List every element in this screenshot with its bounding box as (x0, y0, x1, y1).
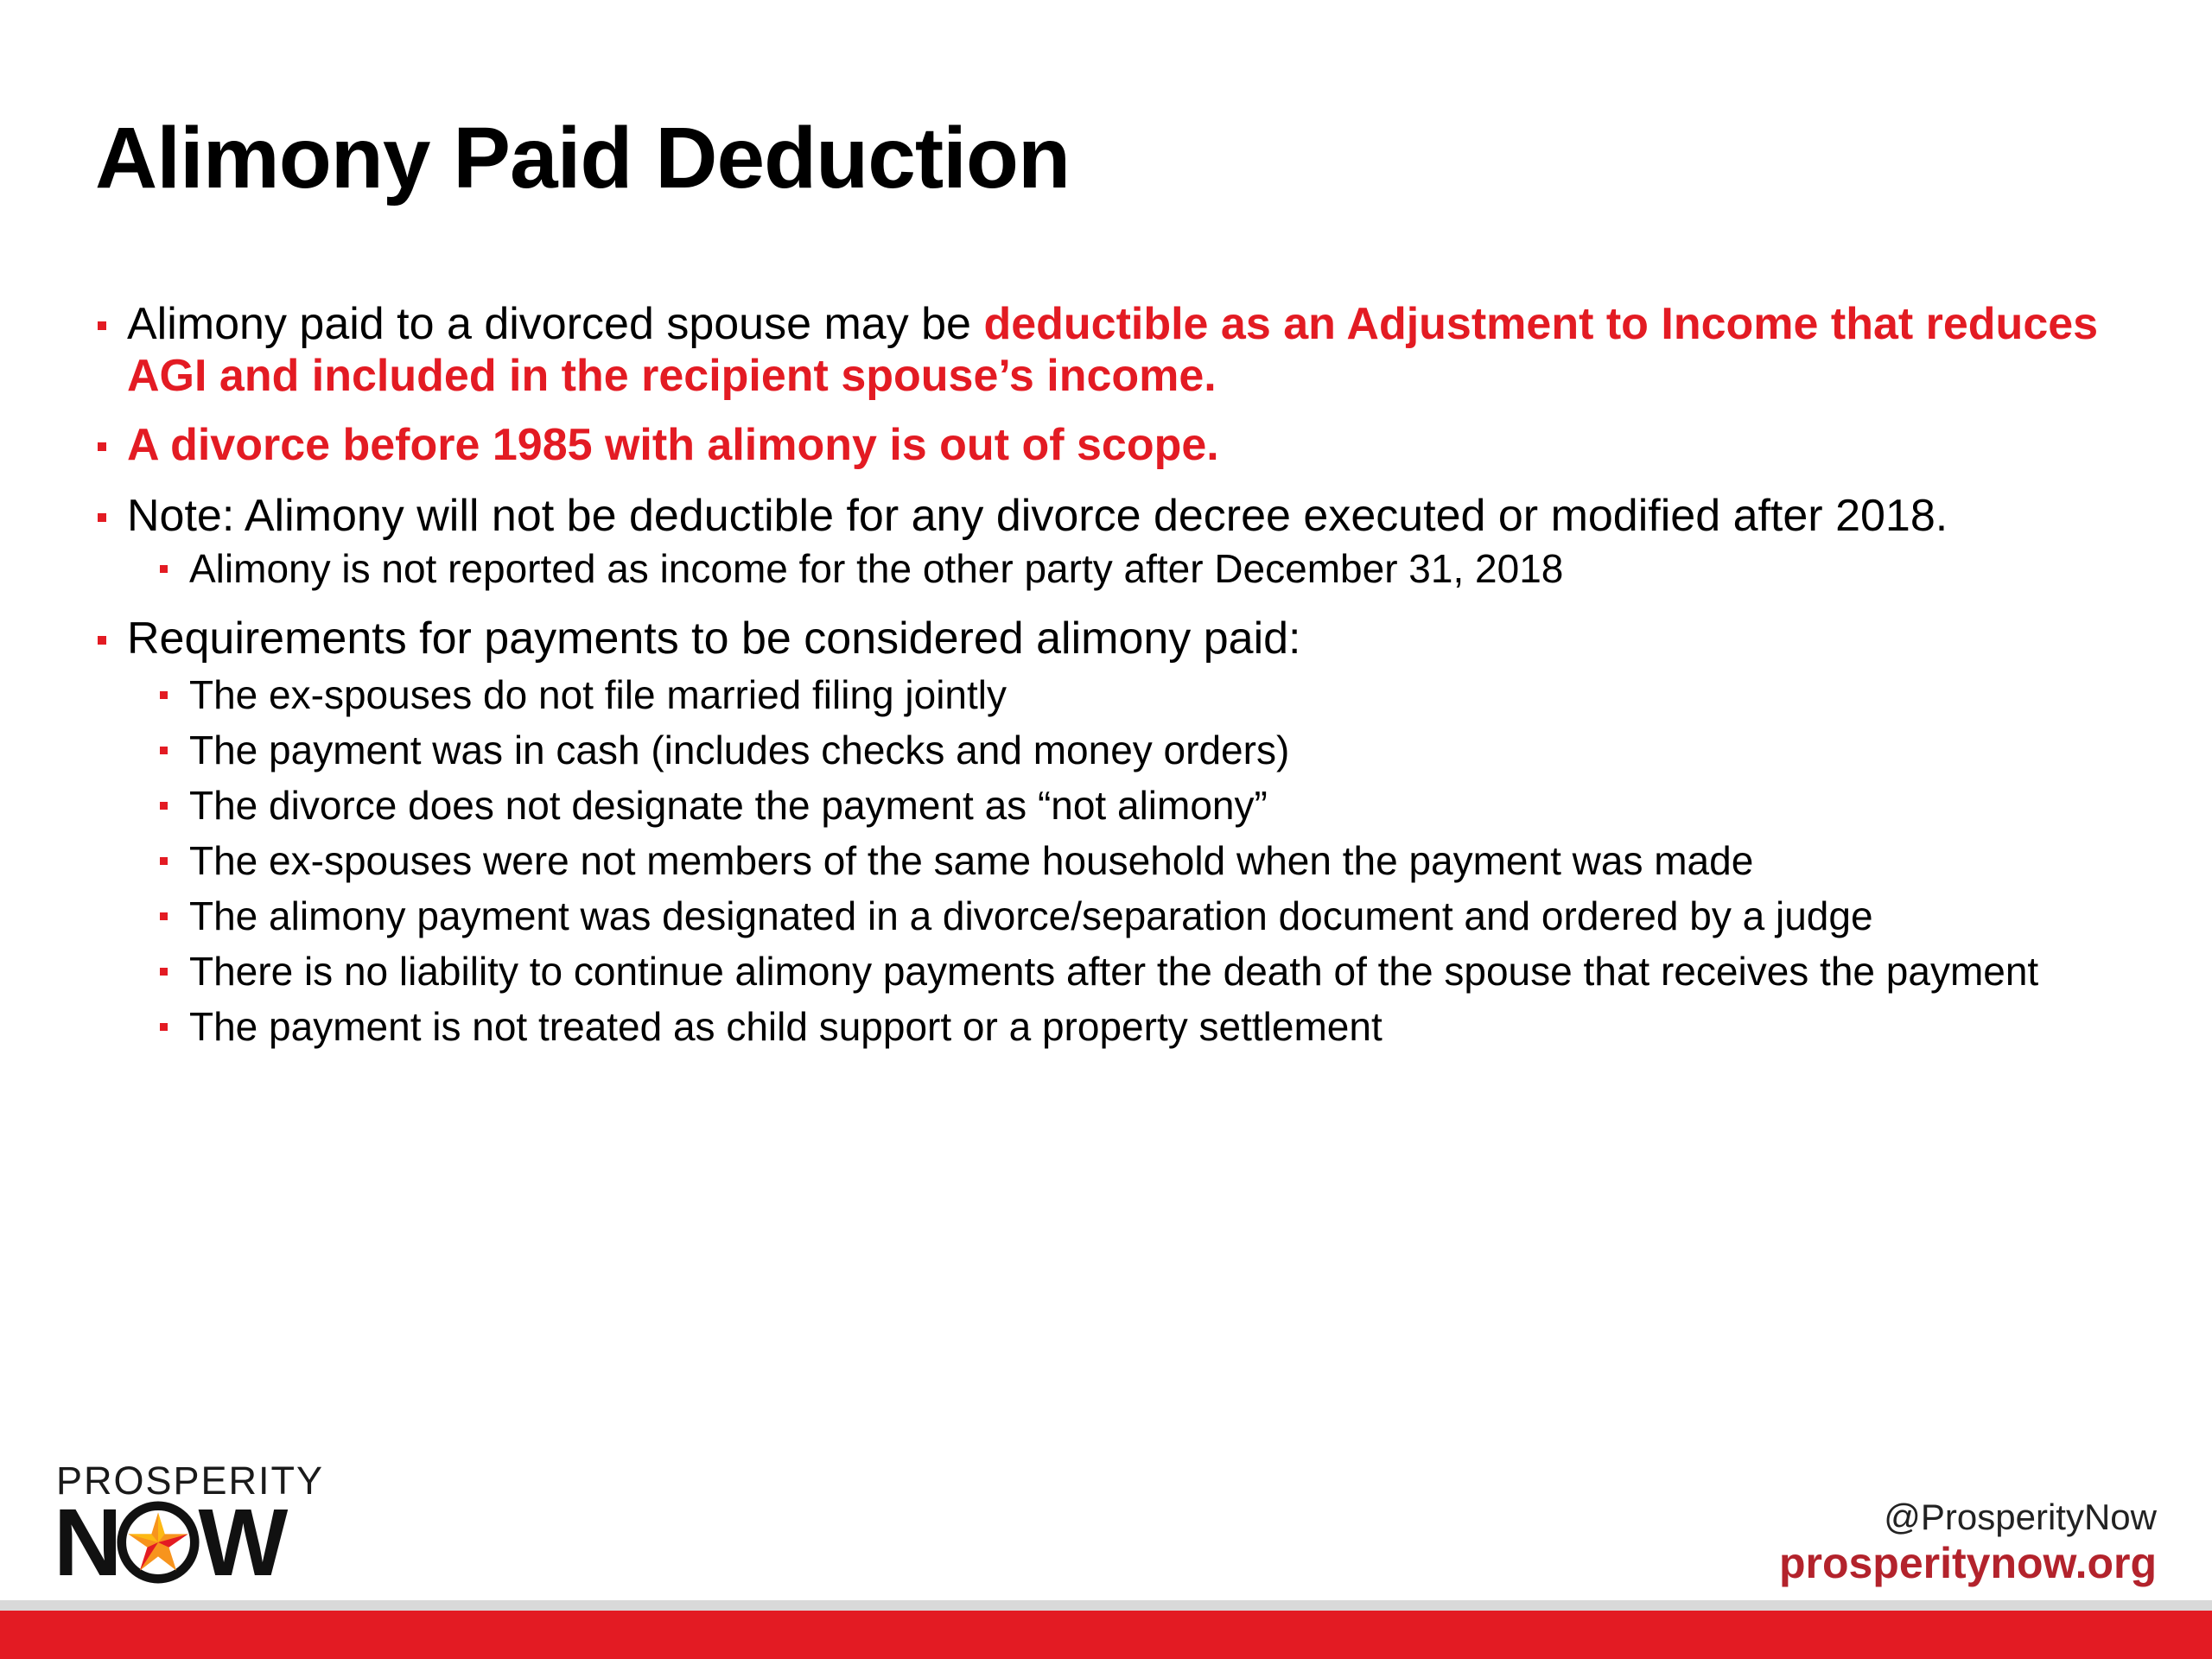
sub-bullet: There is no liability to continue alimony payments after the death of the spouse that receives the payment (158, 948, 2094, 995)
footer-bar (0, 1611, 2212, 1659)
sub-bullet: The ex-spouses do not file married filing jointly (158, 671, 2108, 718)
bullet-note-2018 (95, 490, 2108, 542)
social-handle: @ProsperityNow (1884, 1497, 2157, 1537)
bullet-requirements (95, 613, 2108, 664)
sub-bullet: The ex-spouses were not members of the same household when the payment was made (158, 837, 2108, 884)
slide-title: Alimony Paid Deduction (95, 110, 1071, 207)
bullet-alimony-deductible (95, 298, 2108, 402)
logo-letter-w: W (198, 1489, 285, 1596)
sub-bullet: Alimony is not reported as income for the other party after December 31, 2018 (158, 545, 2108, 592)
bullet-emphasis: A divorce before 1985 with alimony is out of scope. (127, 420, 1219, 470)
bullet-emphasis: deductible as an Adjustment to Income that reduces AGI and included in the recipient spouse’s income. (127, 299, 2099, 401)
bullet-text: Alimony paid to a divorced spouse may be (127, 299, 984, 349)
bullet-out-of-scope (95, 419, 2108, 471)
bullet-text: Note: Alimony will not be deductible for any divorce decree executed or modified after 2018. (127, 491, 1948, 541)
sub-bullet: The alimony payment was designated in a divorce/separation document and ordered by a judge (158, 893, 2108, 939)
logo-wordmark-bottom (54, 1489, 285, 1596)
slide-body (95, 298, 2108, 1050)
prosperity-now-logo (54, 1459, 325, 1596)
footer-divider (0, 1600, 2212, 1611)
sub-bullet: The payment was in cash (includes checks and money orders) (158, 727, 2108, 773)
sub-bullet: The divorce does not designate the payment as “not alimony” (158, 782, 2108, 829)
bullet-text: Requirements for payments to be considered alimony paid: (127, 613, 1301, 664)
star-in-circle-icon (117, 1501, 200, 1584)
logo-wordmark-top: PROSPERITY (56, 1459, 325, 1503)
website-link[interactable]: prosperitynow.org (1778, 1539, 2157, 1587)
logo-letter-n: N (54, 1489, 119, 1596)
sub-bullet: The payment is not treated as child support or a property settlement (158, 1003, 2108, 1050)
